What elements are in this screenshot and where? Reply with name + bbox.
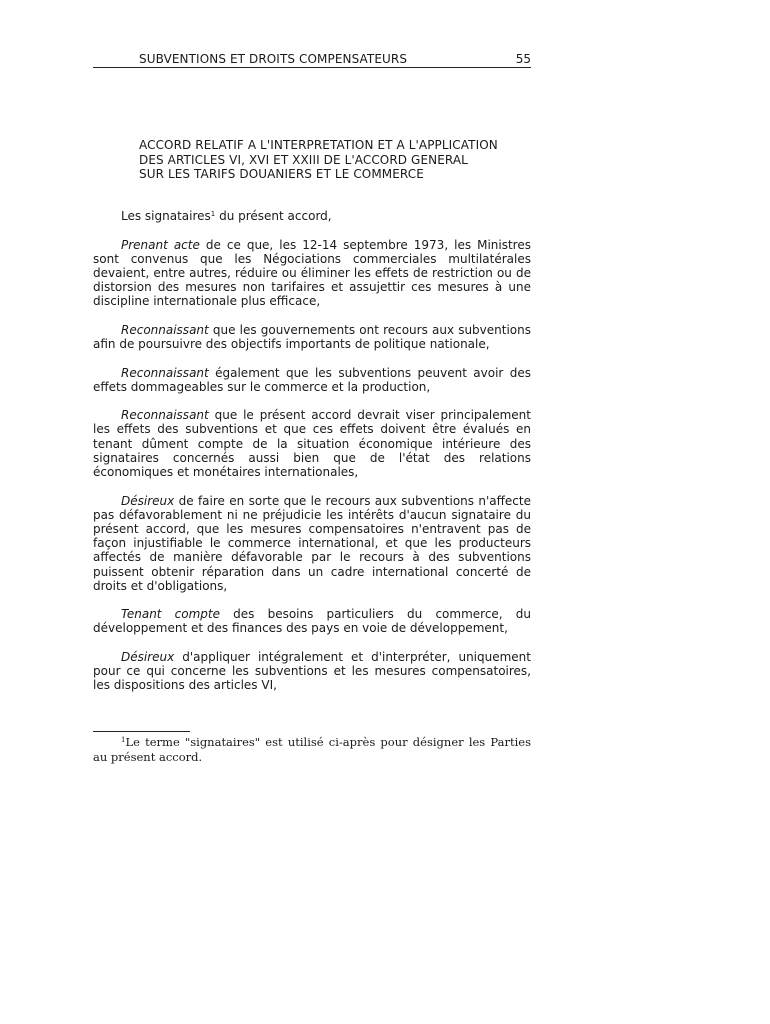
recital-lead: Prenant acte [121, 237, 200, 252]
intro-paragraph [93, 209, 531, 223]
running-header [93, 52, 531, 68]
recital-paragraph [93, 408, 531, 479]
recital-text: que le présent accord devrait viser principalement les effets des subventions et que ces effets doivent être évalués en tenant dûment compte de la situation économique intérieure des signataires concernés aussi bien que de l'état des relations économiques et monétaires internationales, [93, 408, 531, 480]
recital-paragraph [93, 650, 531, 693]
intro-text: Les signataires [121, 209, 211, 223]
footnote-mark: 1 [121, 736, 126, 744]
title-line: SUR LES TARIFS DOUANIERS ET LE COMMERCE [139, 167, 424, 182]
recital-text: d'appliquer intégralement et d'interpréter, uniquement pour ce qui concerne les subventions et les mesures compensatoires, les dispositions des articles VI, [93, 649, 531, 693]
page-number: 55 [515, 52, 531, 66]
recital-lead: Reconnaissant [121, 322, 209, 337]
recital-paragraph [93, 238, 531, 309]
recital-paragraph [93, 366, 531, 394]
footnote [93, 735, 531, 765]
recital-lead: Désireux [121, 649, 175, 664]
recital-lead: Tenant compte [121, 607, 220, 622]
running-title: SUBVENTIONS ET DROITS COMPENSATEURS [139, 52, 408, 66]
recital-paragraph [93, 607, 531, 635]
preamble-body [93, 209, 531, 707]
recital-paragraph [93, 494, 531, 593]
recital-text: que les gouvernements ont recours aux subventions afin de poursuivre des objectifs importants de politique nationale, [93, 322, 531, 352]
recital-text: également que les subventions peuvent avoir des effets dommageables sur le commerce et la production, [93, 365, 531, 394]
footnote-text: Le terme "signataires" est utilisé ci-après pour désigner les Parties au présent accord. [93, 735, 531, 764]
recital-text: de faire en sorte que le recours aux subventions n'affecte pas défavorablement ni ne préjudicie les intérêts d'aucun signataire du présent accord, que les mesures compensatoires n'entravent pas de façon injustifiable le commerce international, et que les producteurs affectés de manière défavorable par le recours à des subventions puissent obtenir réparation dans un cadre international concerté de droits et d'obligations, [93, 493, 531, 593]
footnote-divider [93, 731, 190, 732]
recital-lead: Reconnaissant [121, 408, 209, 423]
title-line: DES ARTICLES VI, XVI ET XXIII DE L'ACCORD GENERAL [139, 152, 468, 167]
intro-text-end: du présent accord, [215, 209, 332, 223]
recital-text: de ce que, les 12-14 septembre 1973, les Ministres sont convenus que les Négociations commerciales multilatérales devaient, entre autres, réduire ou éliminer les effets de restriction ou de distorsion des mesures non tarifaires et assujettir ces mesures à une discipline internationale plus efficace, [93, 237, 531, 309]
recital-lead: Reconnaissant [121, 365, 209, 380]
recital-lead: Désireux [121, 493, 175, 508]
footnote-reference: 1 [210, 210, 216, 218]
recital-text: des besoins particuliers du commerce, du développement et des finances des pays en voie de développement, [93, 607, 531, 636]
recital-paragraph [93, 323, 531, 351]
document-title [139, 138, 531, 182]
title-line: ACCORD RELATIF A L'INTERPRETATION ET A L'APPLICATION [139, 138, 498, 152]
